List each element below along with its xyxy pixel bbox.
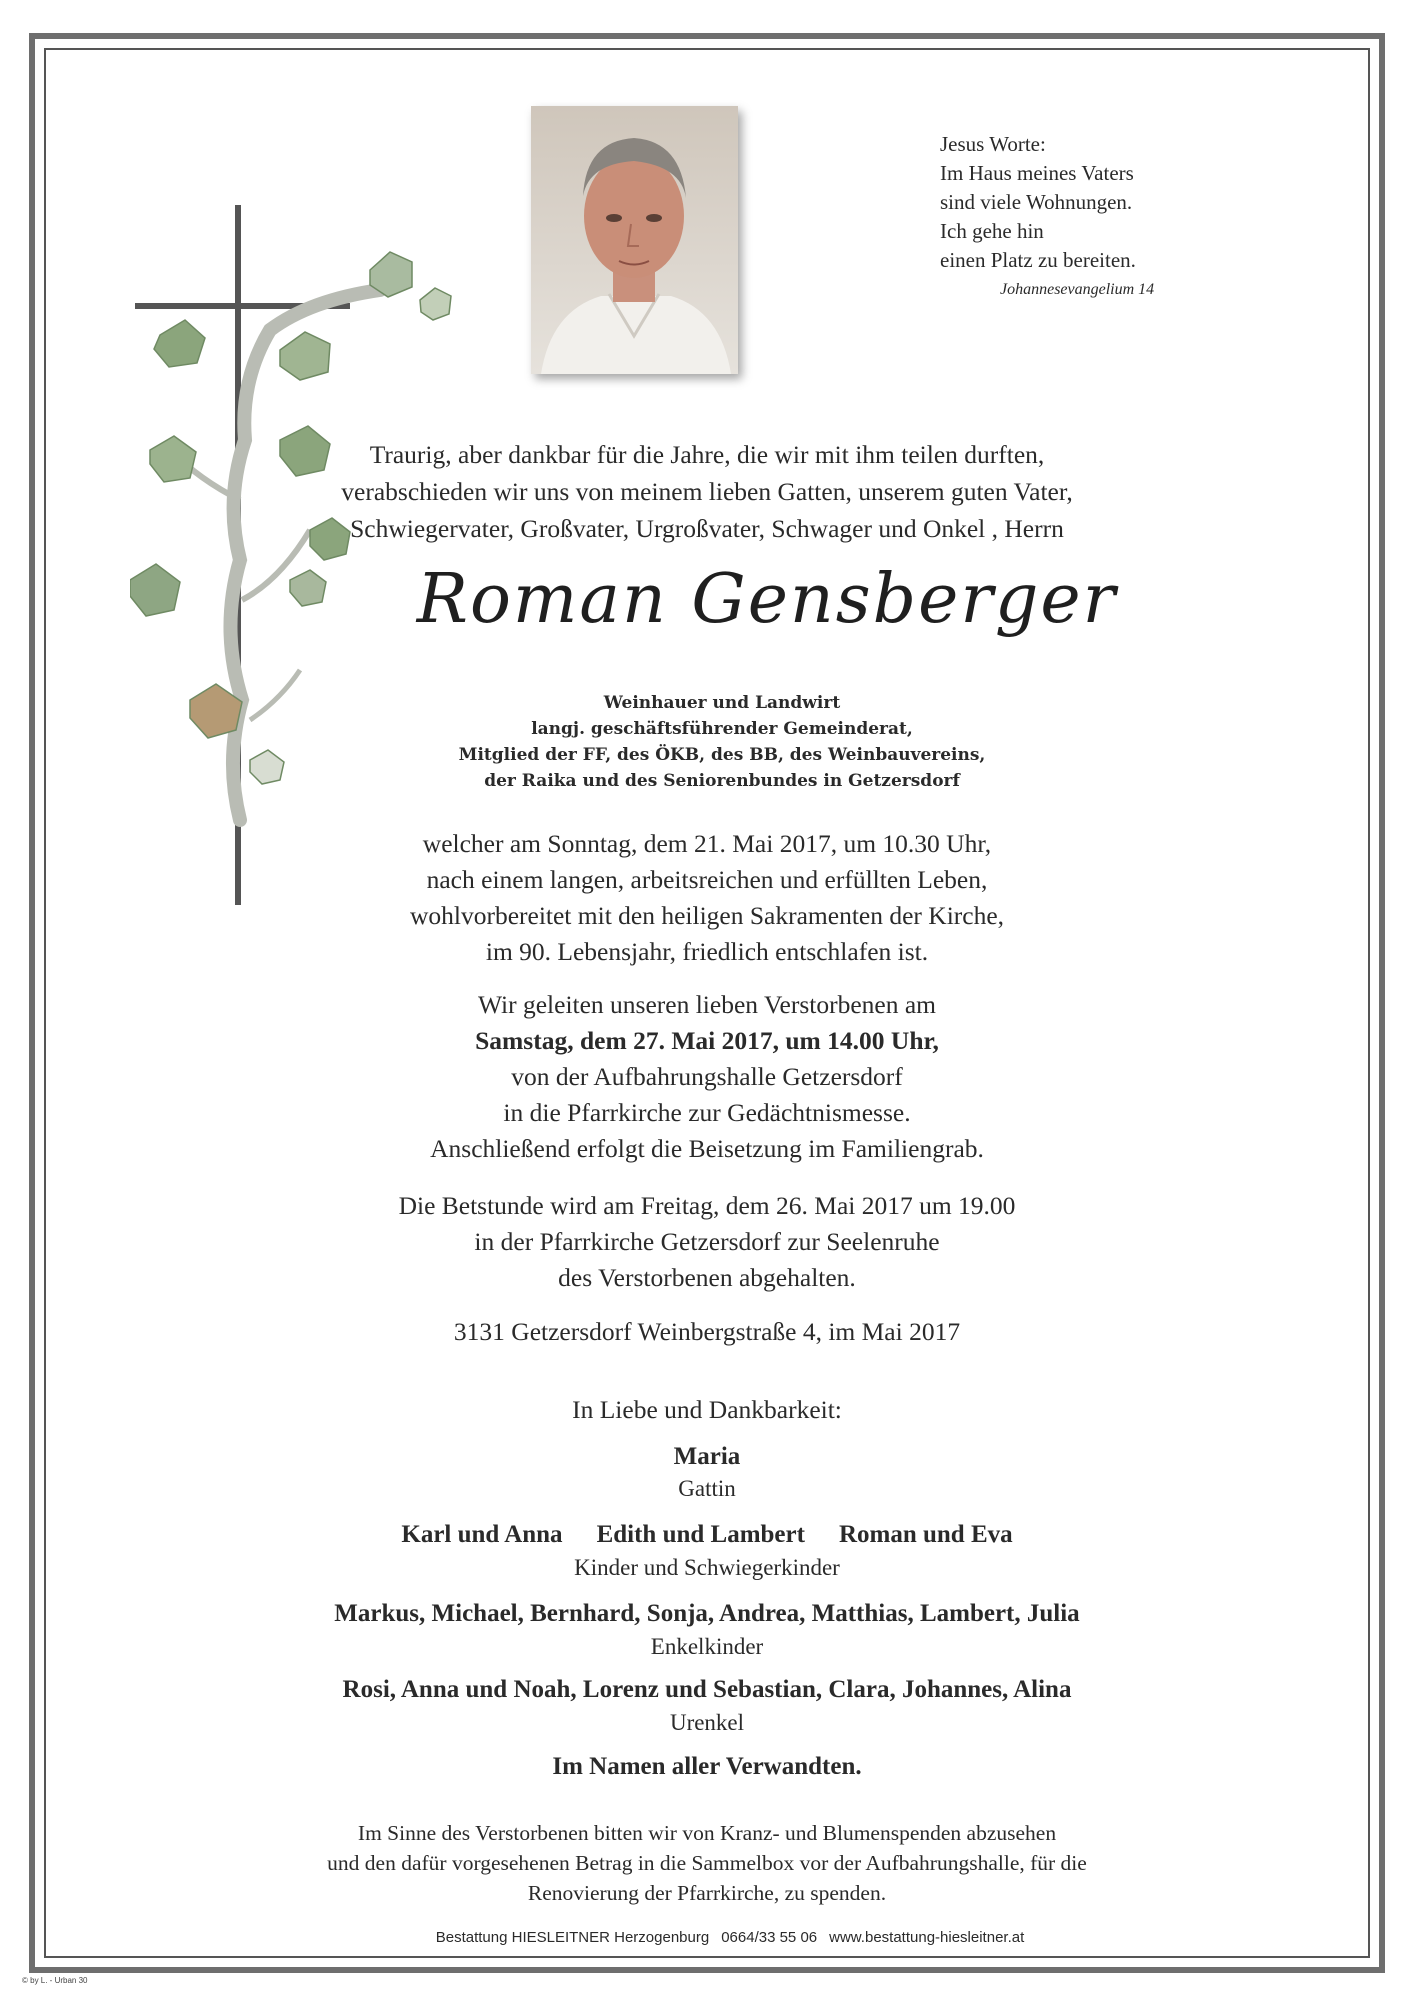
child-couple: Roman und Eva	[838, 1521, 1013, 1548]
funeral-home-footer	[23, 1929, 1414, 1946]
title-line: Weinhauer und Landwirt	[603, 693, 841, 713]
prayer-line: des Verstorbenen abgehalten.	[558, 1263, 856, 1292]
child-couple: Edith und Lambert	[596, 1521, 805, 1548]
prayer-service	[0, 1188, 1414, 1296]
quote-reference: Johannesevangelium 14	[1000, 281, 1155, 298]
quote-line: Jesus Worte:	[940, 132, 1046, 156]
quote-line: sind viele Wohnungen.	[940, 190, 1133, 214]
cross-vine-icon	[130, 200, 490, 910]
child-couple: Karl und Anna	[401, 1521, 563, 1548]
notice-line: welcher am Sonntag, dem 21. Mai 2017, um 10.30 Uhr,	[422, 829, 992, 858]
title-line: der Raika und des Seniorenbundes in Getzersdorf	[484, 771, 960, 791]
funeral-date: Samstag, dem 27. Mai 2017, um 14.00 Uhr,	[475, 1026, 939, 1055]
great-grandchildren-names: Rosi, Anna und Noah, Lorenz und Sebastian, Clara, Johannes, Alina	[342, 1676, 1072, 1703]
funeral-line: Anschließend erfolgt die Beisetzung im Familiengrab.	[430, 1134, 984, 1163]
prayer-line: Die Betstunde wird am Freitag, dem 26. Mai 2017 um 19.00	[398, 1191, 1016, 1220]
prayer-line: in der Pfarrkirche Getzersdorf zur Seelenruhe	[474, 1227, 940, 1256]
title-line: Mitglied der FF, des ÖKB, des BB, des Weinbauvereins,	[458, 745, 986, 765]
intro-line: verabschieden wir uns von meinem lieben Gatten, unserem guten Vater,	[341, 477, 1073, 506]
grandchildren-relation: Enkelkinder	[650, 1634, 764, 1659]
funeral-home-phone: 0664/33 55 06	[721, 1929, 818, 1946]
notice-line: nach einem langen, arbeitsreichen und erfüllten Leben,	[426, 865, 988, 894]
great-grandchildren-relation: Urenkel	[669, 1710, 745, 1735]
portrait-photo	[531, 106, 738, 374]
deceased-titles	[15, 690, 1414, 794]
title-line: langj. geschäftsführender Gemeinderat,	[531, 719, 913, 739]
notice-line: im 90. Lebensjahr, friedlich entschlafen ist.	[485, 937, 929, 966]
funeral-home-website: www.bestattung-hiesleitner.at	[829, 1929, 1025, 1946]
donation-request	[0, 1818, 1414, 1908]
funeral-line: in die Pfarrkirche zur Gedächtnismesse.	[503, 1098, 911, 1127]
intro-line: Traurig, aber dankbar für die Jahre, die wir mit ihm teilen durften,	[369, 440, 1045, 469]
deceased-name: Roman Gensberger	[416, 560, 1118, 639]
funeral-home-name: Bestattung HIESLEITNER Herzogenburg	[435, 1929, 710, 1946]
request-line: Renovierung der Pfarrkirche, zu spenden.	[527, 1881, 887, 1905]
all-relatives: Im Namen aller Verwandten.	[552, 1753, 862, 1780]
closing-line: In Liebe und Dankbarkeit:	[572, 1395, 842, 1424]
funeral-line: von der Aufbahrungshalle Getzersdorf	[511, 1062, 903, 1091]
children-relation: Kinder und Schwiegerkinder	[574, 1555, 840, 1580]
funeral-details	[0, 987, 1414, 1167]
request-line: und den dafür vorgesehenen Betrag in die Sammelbox vor der Aufbahrungshalle, für die	[327, 1851, 1087, 1875]
copyright-note: © by L. - Urban 30	[22, 1976, 88, 1985]
quote-line: Im Haus meines Vaters	[940, 161, 1134, 185]
bible-quote	[940, 130, 1200, 304]
spouse-relation: Gattin	[678, 1476, 736, 1501]
spouse-name: Maria	[673, 1443, 741, 1470]
quote-line: einen Platz zu bereiten.	[940, 248, 1136, 272]
quote-line: Ich gehe hin	[940, 219, 1044, 243]
grandchildren-names: Markus, Michael, Bernhard, Sonja, Andrea, Matthias, Lambert, Julia	[334, 1600, 1080, 1627]
request-line: Im Sinne des Verstorbenen bitten wir von Kranz- und Blumenspenden abzusehen	[357, 1821, 1057, 1845]
intro-text	[0, 436, 1414, 547]
notice-line: wohlvorbereitet mit den heiligen Sakramenten der Kirche,	[409, 901, 1005, 930]
funeral-line: Wir geleiten unseren lieben Verstorbenen am	[477, 990, 937, 1019]
address-date: 3131 Getzersdorf Weinbergstraße 4, im Mai 2017	[453, 1317, 961, 1346]
death-notice	[0, 826, 1414, 970]
intro-line: Schwiegervater, Großvater, Urgroßvater, Schwager und Onkel , Herrn	[350, 514, 1064, 543]
children-names	[0, 1521, 1414, 1549]
